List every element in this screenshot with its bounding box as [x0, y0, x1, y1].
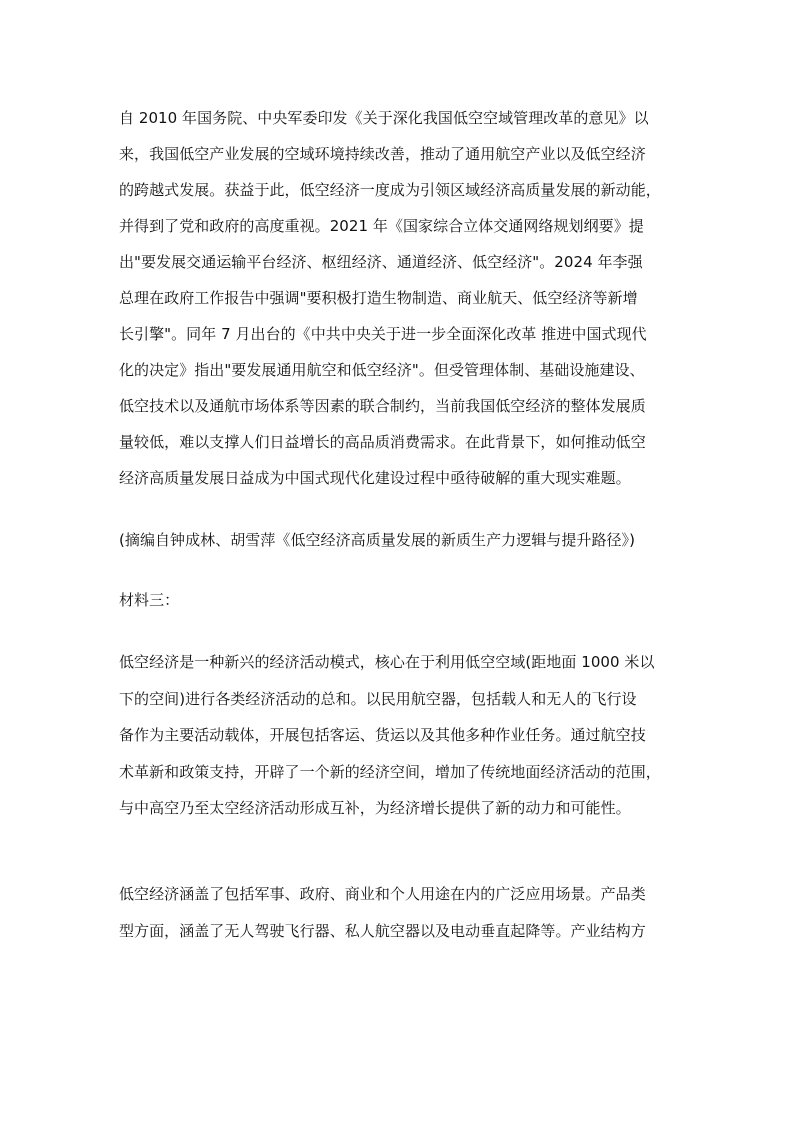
paragraph-3-line-2: 型方面，涵盖了无人驾驶飞行器、私人航空器以及电动垂直起降等。产业结构方 [119, 922, 646, 940]
paragraph-1-line-6: 总理在政府工作报告中强调"要积极打造生物制造、商业航天、低空经济等新增 [119, 289, 638, 307]
paragraph-1-line-9: 低空技术以及通航市场体系等因素的联合制约，当前我国低空经济的整体发展质 [119, 397, 646, 415]
paragraph-1-line-10: 量较低，难以支撑人们日益增长的高品质消费需求。在此背景下，如何推动低空 [119, 433, 646, 451]
paragraph-1-line-2: 来，我国低空产业发展的空域环境持续改善，推动了通用航空产业以及低空经济 [119, 145, 646, 163]
paragraph-2-line-5: 与中高空乃至太空经济活动形成互补，为经济增长提供了新的动力和可能性。 [119, 799, 631, 817]
section-heading-material-3: 材料三： [119, 591, 180, 609]
paragraph-1-line-11: 经济高质量发展日益成为中国式现代化建设过程中亟待破解的重大现实难题。 [119, 469, 631, 487]
paragraph-2-line-4: 术革新和政策支持，开辟了一个新的经济空间，增加了传统地面经济活动的范围， [119, 763, 661, 781]
paragraph-2-line-1: 低空经济是一种新兴的经济活动模式，核心在于利用低空空域(距地面 1000 米以 [119, 653, 655, 671]
paragraph-1-line-8: 化的决定》指出"要发展通用航空和低空经济"。但受管理体制、基础设施建设、 [119, 361, 645, 379]
citation: (摘编自钟成林、胡雪萍《低空经济高质量发展的新质生产力逻辑与提升路径》) [119, 531, 636, 549]
paragraph-1-line-5: 出"要发展交通运输平台经济、枢纽经济、通道经济、低空经济"。2024 年李强 [119, 253, 643, 271]
paragraph-3-line-1: 低空经济涵盖了包括军事、政府、商业和个人用途在内的广泛应用场景。产品类 [119, 885, 646, 903]
paragraph-2-line-3: 备作为主要活动载体，开展包括客运、货运以及其他多种作业任务。通过航空技 [119, 726, 646, 744]
paragraph-1-line-7: 长引擎"。同年 7 月出台的《中共中央关于进一步全面深化改革 推进中国式现代 [119, 325, 647, 343]
paragraph-1-line-4: 并得到了党和政府的高度重视。2021 年《国家综合立体交通网络规划纲要》提 [119, 217, 644, 235]
paragraph-2-line-2: 下的空间)进行各类经济活动的总和。以民用航空器，包括载人和无人的飞行设 [119, 690, 637, 708]
paragraph-1-line-3: 的跨越式发展。获益于此，低空经济一度成为引领区域经济高质量发展的新动能， [119, 181, 661, 199]
paragraph-1-line-1: 自 2010 年国务院、中央军委印发《关于深化我国低空空域管理改革的意见》以 [119, 109, 649, 127]
